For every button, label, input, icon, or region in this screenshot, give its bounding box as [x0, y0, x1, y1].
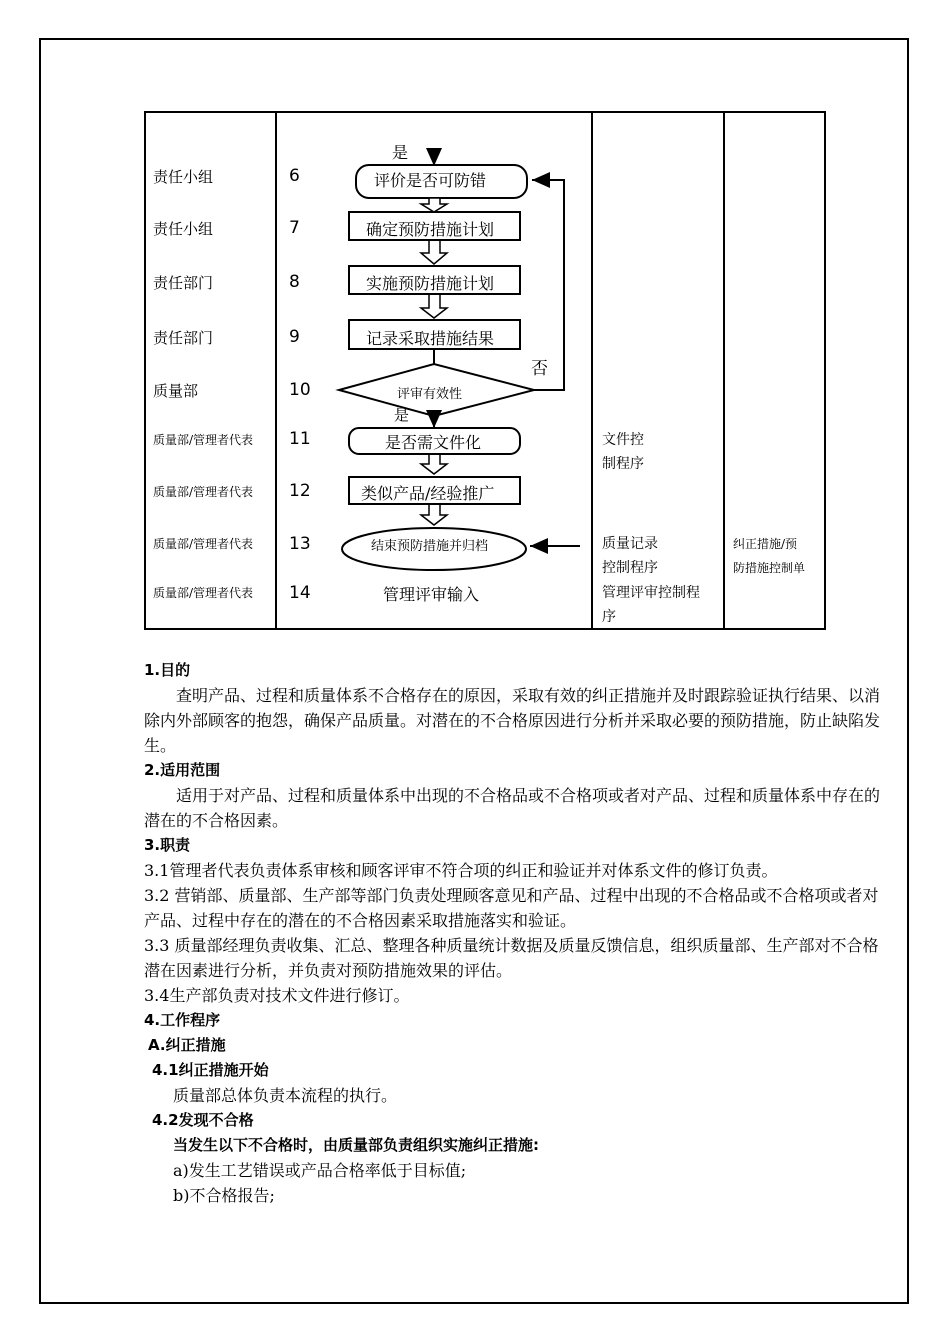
section-1-body: 查明产品、过程和质量体系不合格存在的原因，采取有效的纠正措施并及时跟踪验证执行结果、以消除内外部顾客的抱怨，确保产品质量。对潜在的不合格原因进行分析并采取必要的预防措施，防止缺陷发生。 [144, 686, 881, 755]
section-4-1-title: 4.1纠正措施开始 [152, 1061, 269, 1079]
responsible-8: 责任部门 [153, 274, 214, 292]
step-label-6: 评价是否可防错 [374, 171, 487, 190]
no-label: 否 [531, 359, 548, 379]
section-3-2: 3.2 营销部、质量部、生产部等部门负责处理顾客意见和产品、过程中出现的不合格品或不合格项或者对产品、过程中存在的潜在的不合格因素采取措施落实和验证。 [144, 886, 879, 930]
step-label-8: 实施预防措施计划 [366, 274, 495, 293]
step-number-9: 9 [289, 327, 300, 347]
step-number-14: 14 [289, 583, 311, 603]
section-4-a: A.纠正措施 [148, 1036, 226, 1054]
mgmt-review-line1: 管理评审控制程 [602, 585, 700, 601]
form-name-line1: 纠正措施/预 [733, 537, 798, 551]
doc-control-line1: 文件控 [602, 432, 644, 448]
step-label-12: 类似产品/经验推广 [361, 484, 495, 503]
step-label-9: 记录采取措施结果 [366, 329, 495, 348]
responsible-13: 质量部/管理者代表 [153, 537, 254, 551]
step-number-8: 8 [289, 272, 300, 292]
step-label-11: 是否需文件化 [385, 433, 482, 452]
section-3-4: 3.4生产部负责对技术文件进行修订。 [144, 986, 410, 1005]
procedure-text [144, 658, 884, 1208]
step-number-10: 10 [289, 380, 311, 400]
yes-label: 是 [394, 406, 410, 424]
responsible-6: 责任小组 [153, 168, 214, 186]
section-3-3: 3.3 质量部经理负责收集、汇总、整理各种质量统计数据及质量反馈信息，组织质量部、生产部对不合格潜在因素进行分析，并负责对预防措施效果的评估。 [144, 936, 879, 980]
step-label-10: 评审有效性 [397, 387, 463, 402]
section-4-title: 4.工作程序 [144, 1011, 221, 1029]
section-4-2-title: 4.2发现不合格 [152, 1111, 254, 1129]
responsible-10: 质量部 [153, 382, 199, 400]
section-2-body: 适用于对产品、过程和质量体系中出现的不合格品或不合格项或者对产品、过程和质量体系中存在的潜在的不合格因素。 [144, 786, 881, 830]
step-label-14: 管理评审输入 [383, 585, 480, 604]
mgmt-review-line2: 序 [602, 609, 616, 625]
step-number-7: 7 [289, 218, 300, 238]
step-number-12: 12 [289, 481, 311, 501]
section-4-2-item-b: b)不合格报告; [173, 1186, 275, 1205]
quality-record-line2: 控制程序 [602, 560, 658, 576]
step-number-6: 6 [289, 166, 300, 186]
section-4-1-body: 质量部总体负责本流程的执行。 [173, 1086, 398, 1105]
section-1-title: 1.目的 [144, 661, 191, 679]
responsible-7: 责任小组 [153, 220, 214, 238]
section-3-1: 3.1管理者代表负责体系审核和顾客评审不符合项的纠正和验证并对体系文件的修订负责。 [144, 861, 778, 880]
step-label-13: 结束预防措施并归档 [371, 539, 489, 554]
responsible-11: 质量部/管理者代表 [153, 433, 254, 447]
step-label-7: 确定预防措施计划 [366, 220, 495, 239]
form-name-line2: 防措施控制单 [733, 561, 806, 575]
step-number-13: 13 [289, 534, 311, 554]
quality-record-line1: 质量记录 [602, 536, 658, 552]
doc-control-line2: 制程序 [602, 456, 644, 472]
section-4-2-item-a: a)发生工艺错误或产品合格率低于目标值; [173, 1161, 467, 1180]
top-yes-label: 是 [392, 143, 409, 162]
section-4-2-lead: 当发生以下不合格时，由质量部负责组织实施纠正措施: [173, 1136, 540, 1154]
responsible-14: 质量部/管理者代表 [153, 586, 254, 600]
section-3-title: 3.职责 [144, 836, 191, 854]
step-number-11: 11 [289, 429, 311, 449]
section-2-title: 2.适用范围 [144, 761, 221, 779]
responsible-12: 质量部/管理者代表 [153, 485, 254, 499]
responsible-9: 责任部门 [153, 329, 214, 347]
